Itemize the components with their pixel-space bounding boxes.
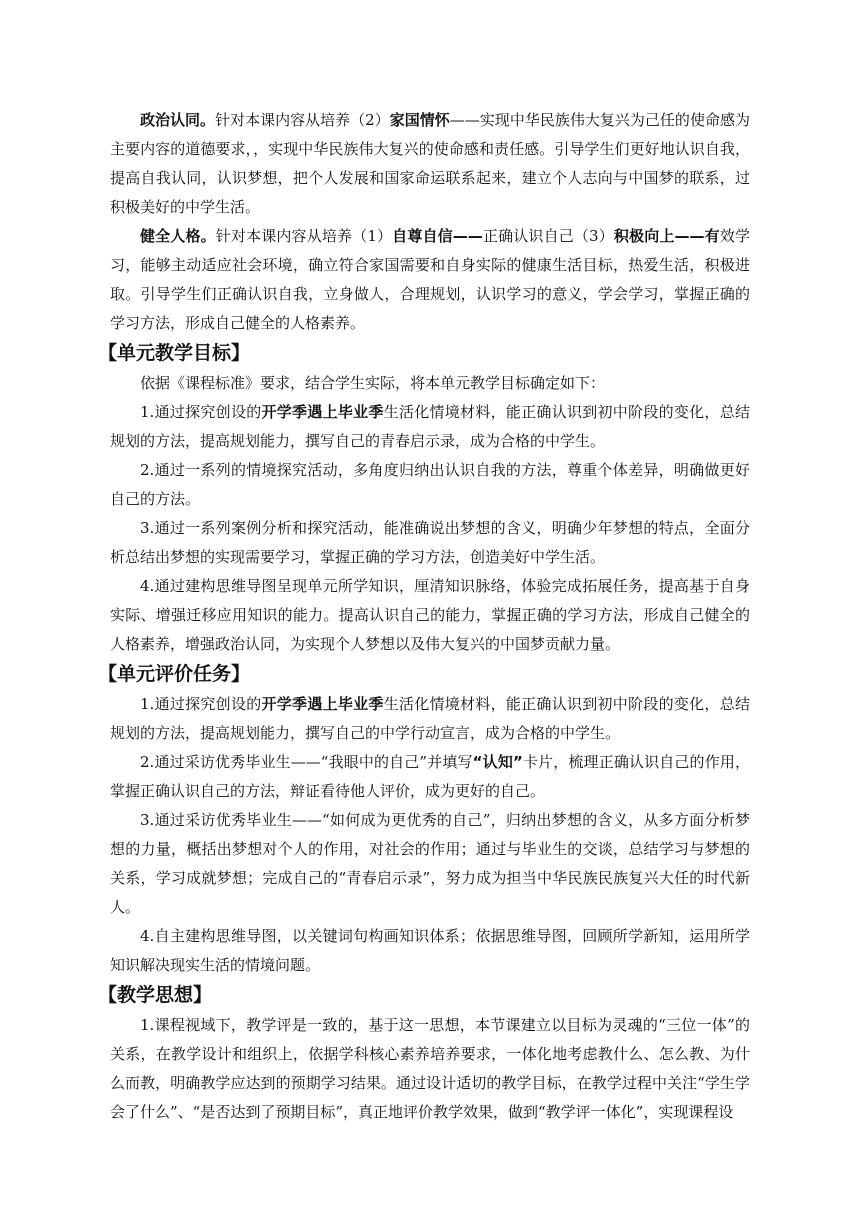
term-political-identity: 政治认同。 — [140, 111, 216, 129]
goal-item-1: 1.通过探究创设的开学季遇上毕业季生活化情境材料，能正确认识到初中阶段的变化，总结规划的方法，提高规划能力，撰写自己的青春启示录，成为合格的中学生。 — [110, 403, 750, 450]
heading-unit-evaluation-tasks: 【单元评价任务】 — [98, 663, 251, 685]
document-page — [98, 106, 750, 1127]
thought-item-1: 1.课程视域下，教学评是一致的，基于这一思想，本节课建立以目标为灵魂的“三位一体”的关系，在教学设计和组织上，依据学科核心素养培养要求，一体化地考虑教什么、怎么教、为什么而教，明确教学应达到的预期学习结果。通过设计适切的教学目标，在教学过程中关注“学生学会了什么”、“是否达到了预期目标”，真正地评价教学效果，做到“教学评一体化”，实现课程设 — [110, 1016, 750, 1121]
heading-teaching-thought: 【教学思想】 — [98, 984, 213, 1006]
goal-item-3: 3.通过一系列案例分析和探究活动，能准确说出梦想的含义，明确少年梦想的特点，全面分析总结出梦想的实现需要学习，掌握正确的学习方法，创造美好中学生活。 — [110, 519, 750, 566]
goals-intro: 依据《课程标准》要求，结合学生实际，将本单元教学目标确定如下： — [140, 374, 606, 392]
heading-unit-teaching-goals: 【单元教学目标】 — [98, 342, 251, 364]
keyword-family-country: 家国情怀 — [389, 111, 450, 129]
task-item-1: 1.通过探究创设的开学季遇上毕业季生活化情境材料，能正确认识到初中阶段的变化，总结规划的方法，提高规划能力，撰写自己的中学行动宣言，成为合格的中学生。 — [110, 695, 750, 742]
keyword-positive: 积极向上——有 — [613, 227, 720, 245]
paragraph-sound-personality: 健全人格。针对本课内容从培养（1）自尊自信——正确认识自己（3）积极向上——有效学习，能够主动适应社会环境，确立符合家国需要和自身实际的健康生活目标，热爱生活，积极进取。引导学生们正确认识自我，立身做人，合理规划，认识学习的意义，学会学习，掌握正确的学习方法，形成自己健全的人格素养。 — [110, 227, 750, 332]
goal-item-2: 2.通过一系列的情境探究活动，多角度归纳出认识自我的方法，尊重个体差异，明确做更好自己的方法。 — [110, 461, 750, 508]
task-item-3: 3.通过采访优秀毕业生——“如何成为更优秀的自己”，归纳出梦想的含义，从多方面分析梦想的力量，概括出梦想对个人的作用，对社会的作用；通过与毕业生的交谈，总结学习与梦想的关系，学习成就梦想；完成自己的“青春启示录”，努力成为担当中华民族民族复兴大任的时代新人。 — [110, 811, 750, 916]
task-item-2: 2.通过采访优秀毕业生——“我眼中的自己”并填写“认知”卡片，梳理正确认识自己的作用，掌握正确认识自己的方法，辩证看待他人评价，成为更好的自己。 — [110, 753, 750, 800]
goal-item-4: 4.通过建构思维导图呈现单元所学知识，厘清知识脉络，体验完成拓展任务，提高基于自身实际、增强迁移应用知识的能力。提高认识自己的能力，掌握正确的学习方法，形成自己健全的人格素养，增强政治认同，为实现个人梦想以及伟大复兴的中国梦贡献力量。 — [110, 577, 750, 653]
keyword-season: 开学季遇上毕业季 — [261, 403, 384, 421]
paragraph-political-identity: 政治认同。针对本课内容从培养（2）家国情怀——实现中华民族伟大复兴为己任的使命感为主要内容的道德要求，，实现中华民族伟大复兴的使命感和责任感。引导学生们更好地认识自我，提高自我认同，认识梦想，把个人发展和国家命运联系起来，建立个人志向与中国梦的联系，过积极美好的中学生活。 — [110, 111, 750, 216]
task-item-4: 4.自主建构思维导图，以关键词句构画知识体系；依据思维导图，回顾所学新知，运用所学知识解决现实生活的情境问题。 — [110, 927, 750, 974]
term-sound-personality: 健全人格。 — [140, 227, 216, 245]
keyword-cognition: “认知” — [472, 753, 523, 771]
keyword-self-esteem: 自尊自信—— — [392, 227, 483, 245]
keyword-season: 开学季遇上毕业季 — [261, 695, 384, 713]
